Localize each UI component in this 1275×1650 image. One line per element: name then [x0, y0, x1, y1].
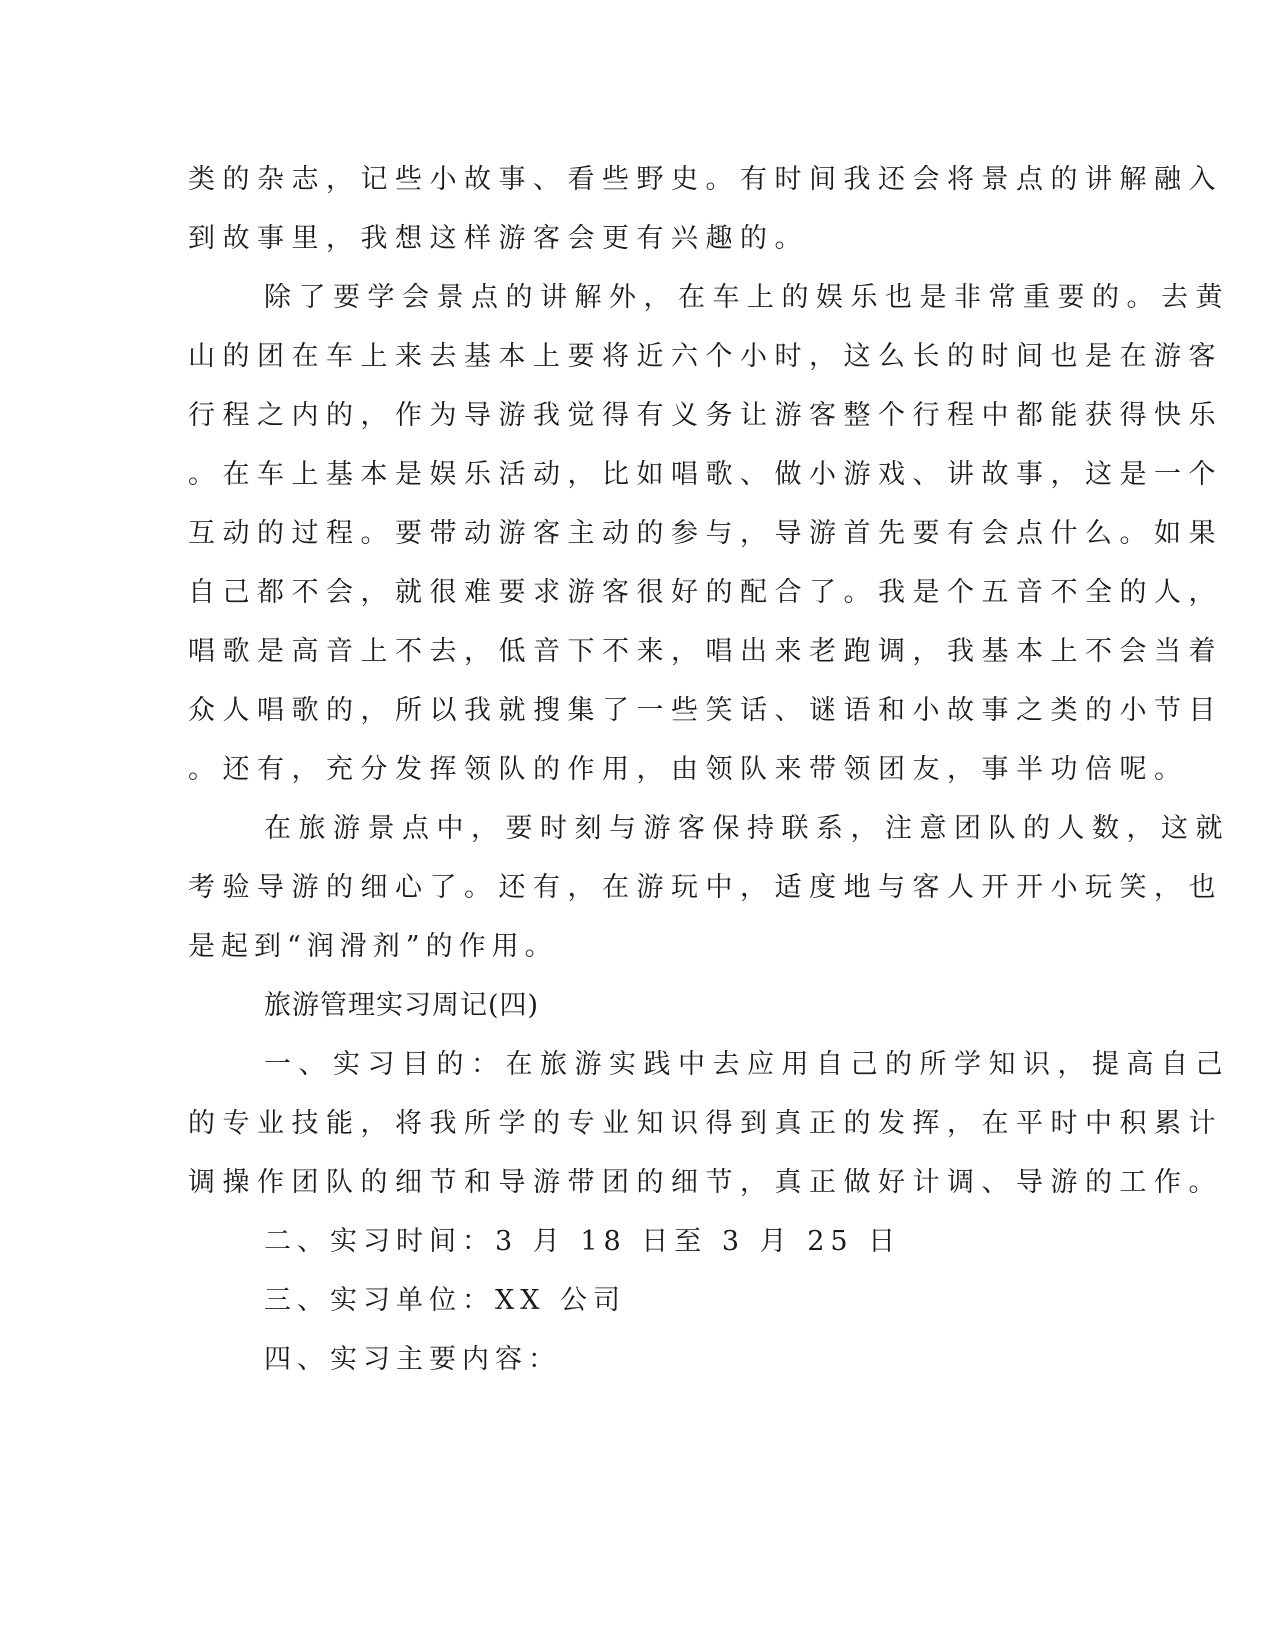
text-line: 是起到“润滑剂”的作用。 [188, 931, 558, 962]
text-line: 。在车上基本是娱乐活动，比如唱歌、做小游戏、讲故事，这是一个 [188, 459, 1223, 490]
section-heading: 旅游管理实习周记(四) [264, 990, 540, 1021]
text-line: 行程之内的，作为导游我觉得有义务让游客整个行程中都能获得快乐 [188, 400, 1223, 431]
text-line: 众人唱歌的，所以我就搜集了一些笑话、谜语和小故事之类的小节目 [188, 695, 1223, 726]
text-line: 的专业技能，将我所学的专业知识得到真正的发挥，在平时中积累计 [188, 1108, 1223, 1139]
text-line: 在旅游景点中，要时刻与游客保持联系，注意团队的人数，这就 [264, 813, 1230, 844]
text-line: 互动的过程。要带动游客主动的参与，导游首先要有会点什么。如果 [188, 518, 1223, 549]
text-line: 到故事里，我想这样游客会更有兴趣的。 [188, 223, 809, 254]
text-line: 除了要学会景点的讲解外，在车上的娱乐也是非常重要的。去黄 [264, 282, 1230, 313]
text-line: 自己都不会，就很难要求游客很好的配合了。我是个五音不全的人， [188, 577, 1223, 608]
text-line: 三、实习单位：XX 公司 [264, 1285, 627, 1316]
text-line: 类的杂志，记些小故事、看些野史。有时间我还会将景点的讲解融入 [188, 164, 1223, 195]
text-line: 四、实习主要内容： [264, 1344, 561, 1375]
text-line: 一、实习目的：在旅游实践中去应用自己的所学知识，提高自己 [264, 1049, 1230, 1080]
text-line: 二、实习时间：3 月 18 日至 3 月 25 日 [264, 1226, 902, 1257]
text-line: 山的团在车上来去基本上要将近六个小时，这么长的时间也是在游客 [188, 341, 1223, 372]
text-line: 调操作团队的细节和导游带团的细节，真正做好计调、导游的工作。 [188, 1167, 1223, 1198]
text-line: 唱歌是高音上不去，低音下不来，唱出来老跑调，我基本上不会当着 [188, 636, 1223, 667]
text-line: 。还有，充分发挥领队的作用，由领队来带领团友，事半功倍呢。 [188, 754, 1189, 785]
text-line: 考验导游的细心了。还有，在游玩中，适度地与客人开开小玩笑，也 [188, 872, 1223, 903]
